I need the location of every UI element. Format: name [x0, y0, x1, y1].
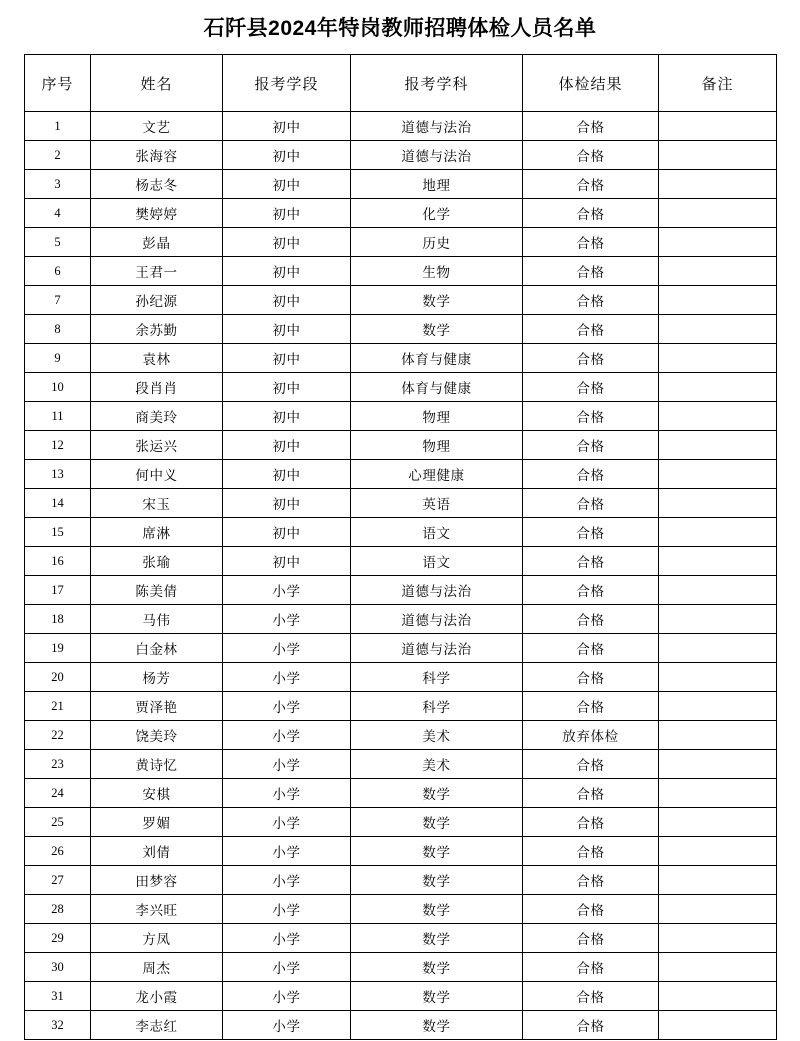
cell-stage: 小学 [223, 779, 351, 808]
cell-subject: 道德与法治 [351, 634, 523, 663]
cell-remark [659, 402, 777, 431]
cell-name: 贾泽艳 [91, 692, 223, 721]
column-header-remark: 备注 [659, 55, 777, 112]
cell-name: 袁林 [91, 344, 223, 373]
table-row [25, 605, 777, 634]
cell-subject: 道德与法治 [351, 141, 523, 170]
column-header-subject: 报考学科 [351, 55, 523, 112]
cell-subject: 化学 [351, 199, 523, 228]
cell-stage: 初中 [223, 170, 351, 199]
cell-result: 合格 [523, 982, 659, 1011]
cell-name: 刘倩 [91, 837, 223, 866]
cell-index: 9 [25, 344, 91, 373]
table-row [25, 663, 777, 692]
cell-name: 龙小霞 [91, 982, 223, 1011]
table-header [25, 55, 777, 112]
cell-remark [659, 721, 777, 750]
cell-result: 合格 [523, 837, 659, 866]
cell-index: 14 [25, 489, 91, 518]
cell-stage: 小学 [223, 605, 351, 634]
cell-index: 16 [25, 547, 91, 576]
cell-subject: 数学 [351, 837, 523, 866]
table-row [25, 866, 777, 895]
cell-index: 11 [25, 402, 91, 431]
cell-remark [659, 924, 777, 953]
cell-remark [659, 460, 777, 489]
table-row [25, 808, 777, 837]
cell-stage: 小学 [223, 895, 351, 924]
cell-subject: 数学 [351, 982, 523, 1011]
cell-name: 饶美玲 [91, 721, 223, 750]
cell-result: 合格 [523, 692, 659, 721]
cell-index: 6 [25, 257, 91, 286]
cell-result: 合格 [523, 576, 659, 605]
cell-name: 李兴旺 [91, 895, 223, 924]
cell-subject: 数学 [351, 315, 523, 344]
cell-remark [659, 866, 777, 895]
cell-remark [659, 605, 777, 634]
cell-stage: 小学 [223, 721, 351, 750]
cell-result: 合格 [523, 924, 659, 953]
table-row [25, 489, 777, 518]
table-row [25, 170, 777, 199]
cell-name: 杨志冬 [91, 170, 223, 199]
cell-subject: 道德与法治 [351, 576, 523, 605]
table-row [25, 402, 777, 431]
cell-stage: 初中 [223, 344, 351, 373]
cell-remark [659, 489, 777, 518]
cell-name: 周杰 [91, 953, 223, 982]
cell-remark [659, 953, 777, 982]
cell-subject: 语文 [351, 518, 523, 547]
cell-name: 孙纪源 [91, 286, 223, 315]
cell-stage: 初中 [223, 373, 351, 402]
cell-subject: 物理 [351, 402, 523, 431]
cell-result: 合格 [523, 460, 659, 489]
cell-name: 李志红 [91, 1011, 223, 1040]
cell-remark [659, 692, 777, 721]
cell-remark [659, 112, 777, 141]
cell-stage: 初中 [223, 199, 351, 228]
cell-subject: 生物 [351, 257, 523, 286]
cell-stage: 初中 [223, 257, 351, 286]
cell-subject: 地理 [351, 170, 523, 199]
cell-result: 合格 [523, 257, 659, 286]
cell-stage: 初中 [223, 402, 351, 431]
table-row [25, 112, 777, 141]
cell-name: 彭晶 [91, 228, 223, 257]
table-body [25, 112, 777, 1040]
page-title: 石阡县2024年特岗教师招聘体检人员名单 [203, 17, 597, 40]
cell-subject: 英语 [351, 489, 523, 518]
table-row [25, 837, 777, 866]
cell-stage: 小学 [223, 953, 351, 982]
table-row [25, 634, 777, 663]
cell-result: 合格 [523, 605, 659, 634]
cell-subject: 数学 [351, 286, 523, 315]
cell-remark [659, 779, 777, 808]
cell-index: 2 [25, 141, 91, 170]
cell-index: 19 [25, 634, 91, 663]
column-header-result: 体检结果 [523, 55, 659, 112]
cell-name: 张海容 [91, 141, 223, 170]
cell-remark [659, 547, 777, 576]
cell-name: 何中义 [91, 460, 223, 489]
cell-name: 张瑜 [91, 547, 223, 576]
cell-subject: 数学 [351, 866, 523, 895]
cell-remark [659, 257, 777, 286]
cell-index: 25 [25, 808, 91, 837]
cell-index: 15 [25, 518, 91, 547]
table-row [25, 924, 777, 953]
cell-remark [659, 634, 777, 663]
cell-result: 合格 [523, 112, 659, 141]
table-row [25, 518, 777, 547]
cell-name: 余苏勤 [91, 315, 223, 344]
table-row [25, 315, 777, 344]
cell-index: 13 [25, 460, 91, 489]
cell-remark [659, 344, 777, 373]
table-row [25, 344, 777, 373]
cell-subject: 物理 [351, 431, 523, 460]
cell-name: 樊婷婷 [91, 199, 223, 228]
cell-result: 合格 [523, 315, 659, 344]
cell-index: 31 [25, 982, 91, 1011]
cell-stage: 初中 [223, 518, 351, 547]
cell-result: 合格 [523, 344, 659, 373]
cell-subject: 科学 [351, 663, 523, 692]
column-header-index: 序号 [25, 55, 91, 112]
cell-result: 合格 [523, 170, 659, 199]
column-header-name: 姓名 [91, 55, 223, 112]
cell-stage: 小学 [223, 808, 351, 837]
cell-stage: 初中 [223, 228, 351, 257]
cell-stage: 小学 [223, 576, 351, 605]
cell-name: 马伟 [91, 605, 223, 634]
cell-result: 合格 [523, 866, 659, 895]
cell-name: 田梦容 [91, 866, 223, 895]
cell-remark [659, 808, 777, 837]
cell-index: 20 [25, 663, 91, 692]
cell-name: 方凤 [91, 924, 223, 953]
table-row [25, 895, 777, 924]
table-row [25, 982, 777, 1011]
cell-index: 8 [25, 315, 91, 344]
cell-stage: 小学 [223, 663, 351, 692]
cell-subject: 体育与健康 [351, 344, 523, 373]
cell-stage: 小学 [223, 1011, 351, 1040]
cell-subject: 美术 [351, 721, 523, 750]
cell-subject: 科学 [351, 692, 523, 721]
table-row [25, 1011, 777, 1040]
cell-result: 合格 [523, 663, 659, 692]
cell-remark [659, 750, 777, 779]
table-row [25, 721, 777, 750]
table-row [25, 141, 777, 170]
cell-remark [659, 170, 777, 199]
table-row [25, 692, 777, 721]
cell-result: 合格 [523, 547, 659, 576]
cell-stage: 初中 [223, 141, 351, 170]
cell-index: 7 [25, 286, 91, 315]
cell-subject: 美术 [351, 750, 523, 779]
cell-index: 22 [25, 721, 91, 750]
cell-result: 合格 [523, 1011, 659, 1040]
cell-remark [659, 373, 777, 402]
cell-result: 合格 [523, 199, 659, 228]
table-row [25, 431, 777, 460]
cell-stage: 初中 [223, 547, 351, 576]
cell-remark [659, 228, 777, 257]
cell-stage: 小学 [223, 924, 351, 953]
table-row [25, 953, 777, 982]
cell-index: 26 [25, 837, 91, 866]
cell-name: 罗媚 [91, 808, 223, 837]
cell-subject: 语文 [351, 547, 523, 576]
cell-stage: 初中 [223, 431, 351, 460]
cell-remark [659, 431, 777, 460]
cell-index: 3 [25, 170, 91, 199]
cell-stage: 小学 [223, 866, 351, 895]
cell-remark [659, 315, 777, 344]
table-row [25, 750, 777, 779]
table-row [25, 373, 777, 402]
cell-name: 杨芳 [91, 663, 223, 692]
cell-stage: 小学 [223, 837, 351, 866]
cell-index: 29 [25, 924, 91, 953]
table-row [25, 460, 777, 489]
cell-stage: 初中 [223, 315, 351, 344]
column-header-stage: 报考学段 [223, 55, 351, 112]
cell-name: 文艺 [91, 112, 223, 141]
cell-remark [659, 1011, 777, 1040]
cell-result: 合格 [523, 634, 659, 663]
cell-name: 安棋 [91, 779, 223, 808]
cell-name: 商美玲 [91, 402, 223, 431]
cell-result: 合格 [523, 373, 659, 402]
cell-result: 放弃体检 [523, 721, 659, 750]
table-row [25, 199, 777, 228]
cell-stage: 小学 [223, 750, 351, 779]
cell-index: 32 [25, 1011, 91, 1040]
cell-stage: 小学 [223, 634, 351, 663]
cell-index: 27 [25, 866, 91, 895]
cell-subject: 数学 [351, 1011, 523, 1040]
cell-index: 10 [25, 373, 91, 402]
cell-index: 23 [25, 750, 91, 779]
cell-stage: 初中 [223, 112, 351, 141]
cell-result: 合格 [523, 518, 659, 547]
cell-name: 段肖肖 [91, 373, 223, 402]
cell-index: 5 [25, 228, 91, 257]
cell-subject: 道德与法治 [351, 112, 523, 141]
cell-index: 12 [25, 431, 91, 460]
cell-index: 18 [25, 605, 91, 634]
cell-index: 30 [25, 953, 91, 982]
cell-remark [659, 837, 777, 866]
cell-index: 4 [25, 199, 91, 228]
table-header-row [25, 55, 777, 112]
table-row [25, 286, 777, 315]
cell-result: 合格 [523, 779, 659, 808]
cell-result: 合格 [523, 750, 659, 779]
cell-stage: 初中 [223, 286, 351, 315]
table-row [25, 779, 777, 808]
cell-subject: 心理健康 [351, 460, 523, 489]
cell-stage: 初中 [223, 460, 351, 489]
cell-index: 28 [25, 895, 91, 924]
cell-subject: 数学 [351, 808, 523, 837]
cell-result: 合格 [523, 402, 659, 431]
cell-remark [659, 895, 777, 924]
cell-result: 合格 [523, 141, 659, 170]
cell-result: 合格 [523, 895, 659, 924]
cell-index: 17 [25, 576, 91, 605]
cell-remark [659, 663, 777, 692]
cell-result: 合格 [523, 228, 659, 257]
table-row [25, 547, 777, 576]
cell-subject: 历史 [351, 228, 523, 257]
cell-name: 陈美倩 [91, 576, 223, 605]
cell-name: 宋玉 [91, 489, 223, 518]
cell-index: 1 [25, 112, 91, 141]
cell-index: 24 [25, 779, 91, 808]
cell-index: 21 [25, 692, 91, 721]
cell-stage: 小学 [223, 692, 351, 721]
cell-result: 合格 [523, 808, 659, 837]
cell-remark [659, 286, 777, 315]
cell-remark [659, 982, 777, 1011]
table-row [25, 257, 777, 286]
cell-remark [659, 141, 777, 170]
cell-result: 合格 [523, 489, 659, 518]
cell-name: 黄诗忆 [91, 750, 223, 779]
cell-result: 合格 [523, 431, 659, 460]
cell-remark [659, 199, 777, 228]
cell-subject: 道德与法治 [351, 605, 523, 634]
cell-name: 张运兴 [91, 431, 223, 460]
cell-remark [659, 518, 777, 547]
cell-subject: 数学 [351, 895, 523, 924]
table-row [25, 576, 777, 605]
cell-subject: 数学 [351, 924, 523, 953]
cell-subject: 数学 [351, 779, 523, 808]
cell-name: 白金林 [91, 634, 223, 663]
cell-result: 合格 [523, 286, 659, 315]
cell-remark [659, 576, 777, 605]
cell-stage: 小学 [223, 982, 351, 1011]
roster-table [24, 54, 777, 1040]
cell-subject: 数学 [351, 953, 523, 982]
cell-name: 席淋 [91, 518, 223, 547]
table-row [25, 228, 777, 257]
cell-name: 王君一 [91, 257, 223, 286]
cell-stage: 初中 [223, 489, 351, 518]
cell-result: 合格 [523, 953, 659, 982]
cell-subject: 体育与健康 [351, 373, 523, 402]
